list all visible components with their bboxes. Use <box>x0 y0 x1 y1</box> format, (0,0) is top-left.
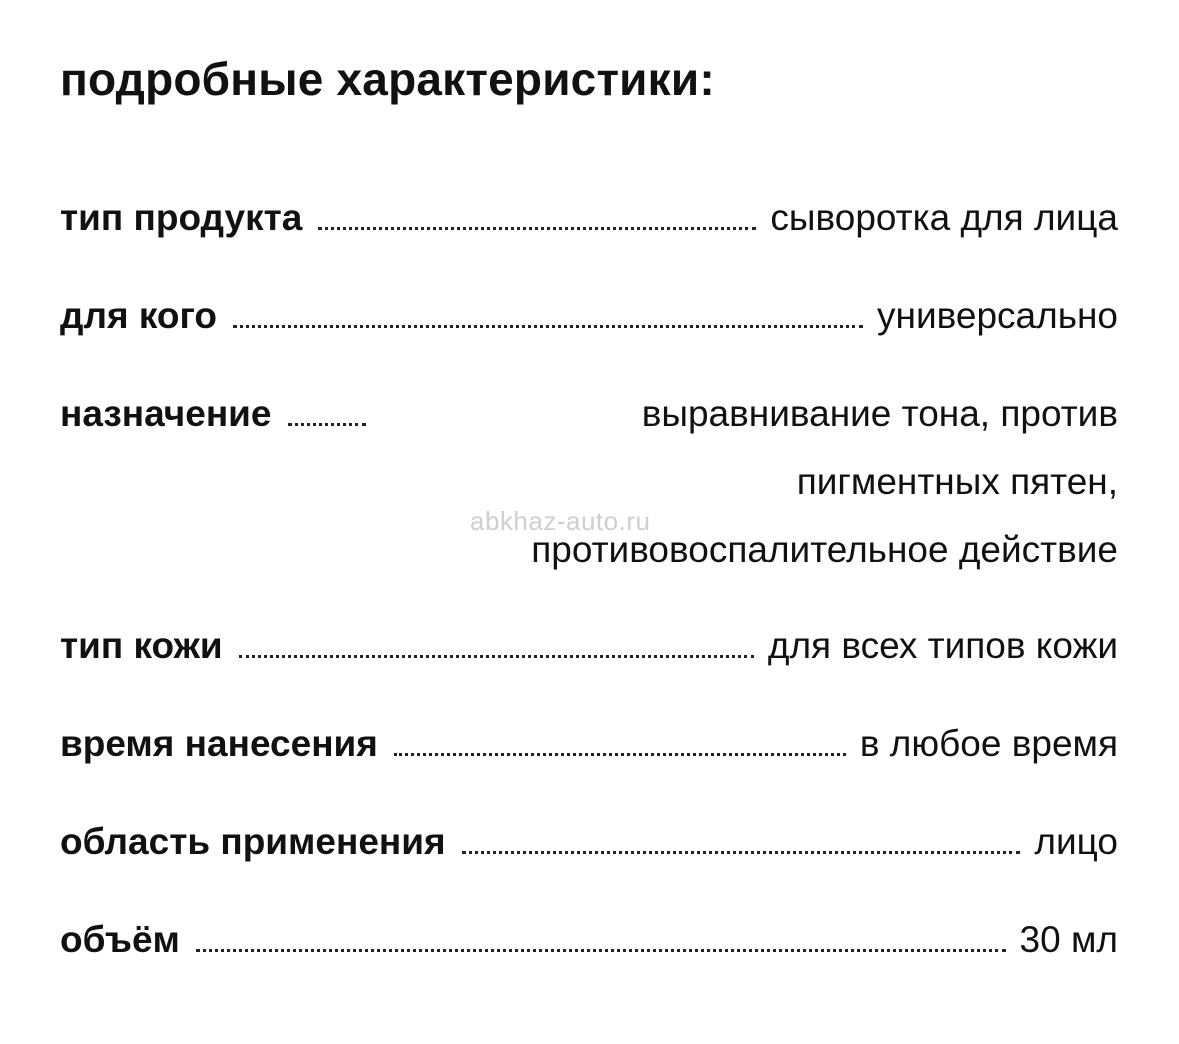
spec-row-volume <box>60 918 1118 962</box>
page-title: подробные характеристики: <box>60 53 715 105</box>
spec-row-purpose <box>60 392 1118 582</box>
spec-label: для кого <box>60 295 218 336</box>
spec-row-application-time <box>60 722 1118 766</box>
dot-leader <box>288 423 366 426</box>
dot-leader <box>196 949 1006 952</box>
spec-row-skin-type <box>60 624 1118 668</box>
spec-value-lines <box>531 392 1118 596</box>
spec-label: назначение <box>60 393 272 434</box>
spec-value-line: выравнивание тона, против <box>641 393 1118 434</box>
spec-value: универсально <box>877 295 1118 336</box>
dot-leader <box>233 325 863 328</box>
spec-row-application-area <box>60 820 1118 864</box>
dot-leader <box>462 851 1021 854</box>
spec-value: лицо <box>1034 821 1118 862</box>
spec-value: сыворотка для лица <box>770 197 1118 238</box>
spec-value: 30 мл <box>1019 919 1118 960</box>
dot-leader <box>394 753 846 756</box>
spec-label: тип кожи <box>60 625 223 666</box>
spec-row-for-whom <box>60 294 1118 338</box>
spec-label-wrap <box>60 392 400 436</box>
spec-row-product-type <box>60 196 1118 240</box>
spec-value: в любое время <box>859 723 1118 764</box>
spec-value-line: пигментных пятен, <box>796 461 1118 502</box>
spec-label: область применения <box>60 821 446 862</box>
spec-label: объём <box>60 919 180 960</box>
spec-value: для всех типов кожи <box>767 625 1118 666</box>
dot-leader <box>239 655 754 658</box>
watermark: abkhaz-auto.ru <box>470 506 651 536</box>
spec-value-line: противовоспалительное действие <box>531 529 1118 570</box>
spec-label: время нанесения <box>60 723 378 764</box>
spec-label: тип продукта <box>60 197 303 238</box>
dot-leader <box>318 227 756 230</box>
